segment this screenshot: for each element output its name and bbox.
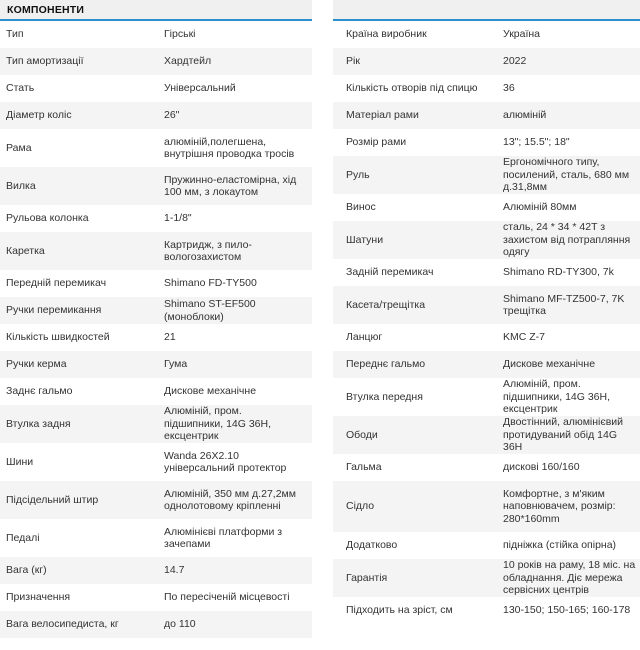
table-row	[0, 75, 312, 102]
table-row	[333, 48, 640, 75]
spec-label: Діаметр коліс	[6, 109, 72, 122]
spec-label: Рама	[6, 141, 32, 154]
table-row	[333, 416, 640, 454]
spec-label: Призначення	[6, 591, 71, 604]
section-title: КОМПОНЕНТИ	[7, 3, 85, 16]
table-row	[333, 532, 640, 559]
spec-value: Shimano MF-TZ500-7, 7K трещітка	[503, 292, 625, 317]
spec-value: Пружинно-еластомірна, хід 100 мм, з локаутом	[164, 173, 297, 198]
table-row	[0, 205, 312, 232]
table-row	[0, 405, 312, 443]
spec-value: Ергономічного типу, посилений, сталь, 680 мм д.31,8мм	[503, 156, 630, 194]
spec-value: 10 років на раму, 18 міс. на обладнання. Діє мережа сервісних центрів	[503, 559, 636, 597]
table-row	[333, 597, 640, 624]
spec-value: Алюміній, 350 мм д.27,2мм однолотовому кріпленні	[164, 487, 296, 512]
spec-label: Втулка задня	[6, 417, 71, 430]
spec-value: Хардтейл	[164, 55, 212, 68]
table-row	[0, 481, 312, 519]
table-row	[0, 297, 312, 324]
spec-label: Ланцюг	[346, 331, 383, 344]
spec-label: Каретка	[6, 244, 45, 257]
table-row	[333, 21, 640, 48]
spec-value: Алюміній, пром. підшипники, 14G 36H, ексцентрик	[503, 378, 611, 416]
table-row	[0, 232, 312, 270]
spec-label: Тип амортизації	[6, 55, 84, 68]
spec-value: сталь, 24 * 34 * 42T з захистом від потрапляння одягу	[503, 221, 631, 259]
spec-value: Дискове механічне	[164, 385, 257, 398]
spec-label: Шатуни	[346, 233, 384, 246]
spec-label: Стать	[6, 82, 35, 95]
table-row	[333, 156, 640, 194]
spec-label: Підсідельний штир	[6, 493, 99, 506]
spec-value: Картридж, з пило-вологозахистом	[164, 238, 252, 263]
spec-label: Касета/трещітка	[346, 298, 426, 311]
spec-value: Україна	[503, 28, 541, 41]
spec-value: По пересіченій місцевості	[164, 591, 290, 604]
table-row	[0, 48, 312, 75]
spec-label: Втулка передня	[346, 390, 423, 403]
spec-value: 36	[503, 82, 515, 95]
table-row	[333, 75, 640, 102]
spec-value: 26"	[164, 109, 180, 122]
spec-label: Рік	[346, 55, 360, 68]
spec-value: Гірські	[164, 28, 196, 41]
spec-label: Ободи	[346, 428, 378, 441]
spec-value: Wanda 26X2.10 універсальний протектор	[164, 449, 287, 474]
table-row	[0, 102, 312, 129]
spec-value: алюміній	[503, 109, 547, 122]
spec-label: Матеріал рами	[346, 109, 419, 122]
left-rows	[0, 21, 312, 638]
spec-label: Вага велосипедиста, кг	[6, 618, 119, 631]
table-row	[333, 378, 640, 416]
spec-value: Shimano ST-EF500 (моноблоки)	[164, 298, 256, 323]
spec-value: Алюмінієві платформи з зачепами	[164, 525, 283, 550]
spec-label: Задній перемикач	[346, 266, 434, 279]
spec-value: 14.7	[164, 564, 185, 577]
spec-value: Алюміній, пром. підшипники, 14G 36H, ексцентрик	[164, 405, 272, 443]
table-row	[0, 21, 312, 48]
spec-label: Країна виробник	[346, 28, 427, 41]
spec-label: Переднє гальмо	[346, 358, 426, 371]
spec-value: 130-150; 150-165; 160-178	[503, 604, 631, 617]
specs-table-left	[0, 0, 312, 638]
spec-label: Ручки керма	[6, 358, 67, 371]
table-row	[333, 351, 640, 378]
section-header-right	[333, 0, 640, 21]
spec-value: Алюміній 80мм	[503, 201, 577, 214]
table-row	[333, 221, 640, 259]
spec-value: Shimano FD-TY500	[164, 277, 257, 290]
spec-label: Рульова колонка	[6, 212, 89, 225]
spec-label: Руль	[346, 168, 370, 181]
spec-label: Кількість швидкостей	[6, 331, 110, 344]
spec-label: Підходить на зріст, см	[346, 604, 453, 617]
section-header	[0, 0, 312, 21]
table-row	[0, 351, 312, 378]
spec-label: Тип	[6, 28, 24, 41]
table-row	[0, 129, 312, 167]
specs-table-right	[333, 0, 640, 624]
spec-value: Комфортне, з м'яким наповнювачем, розмір: 280*160mm	[503, 487, 616, 525]
table-row	[0, 611, 312, 638]
spec-label: Розмір рами	[346, 136, 407, 149]
spec-label: Ручки перемикання	[6, 304, 102, 317]
spec-value: Гума	[164, 358, 188, 371]
table-row	[333, 194, 640, 221]
table-row	[333, 286, 640, 324]
spec-value: 21	[164, 331, 176, 344]
spec-label: Вилка	[6, 179, 36, 192]
spec-value: KMC Z-7	[503, 331, 545, 344]
spec-value: 2022	[503, 55, 527, 68]
spec-value: Універсальний	[164, 82, 236, 95]
spec-value: Дискове механічне	[503, 358, 596, 371]
spec-label: Педалі	[6, 531, 40, 544]
spec-label: Вага (кг)	[6, 564, 47, 577]
table-row	[0, 557, 312, 584]
spec-value: алюміній,полегшена, внутрішня проводка тросів	[164, 135, 295, 160]
table-row	[0, 443, 312, 481]
table-row	[0, 324, 312, 351]
spec-value: дискові 160/160	[503, 461, 580, 474]
spec-value: 13"; 15.5"; 18"	[503, 136, 570, 149]
spec-label: Сідло	[346, 500, 375, 513]
table-row	[333, 559, 640, 597]
table-row	[333, 129, 640, 156]
table-row	[333, 481, 640, 532]
table-row	[0, 584, 312, 611]
table-row	[0, 167, 312, 205]
spec-label: Гальма	[346, 461, 382, 474]
spec-label: Передній перемикач	[6, 277, 107, 290]
table-row	[333, 324, 640, 351]
spec-value: до 110	[164, 618, 196, 631]
spec-value: 1-1/8"	[164, 212, 192, 225]
spec-value: підніжка (стійка опірна)	[503, 539, 617, 552]
table-row	[333, 454, 640, 481]
table-row	[0, 378, 312, 405]
table-row	[333, 102, 640, 129]
spec-label: Заднє гальмо	[6, 385, 73, 398]
spec-label: Шини	[6, 455, 34, 468]
spec-value: Двостінний, алюмінієвий протидуваний обід 14G 36H	[503, 416, 624, 454]
spec-label: Винос	[346, 201, 376, 214]
table-row	[0, 270, 312, 297]
right-rows	[333, 21, 640, 624]
table-row	[333, 259, 640, 286]
spec-label: Кількість отворів під спицю	[346, 82, 478, 95]
spec-value: Shimano RD-TY300, 7k	[503, 266, 614, 279]
spec-label: Гарантія	[346, 571, 388, 584]
table-row	[0, 519, 312, 557]
spec-label: Додатково	[346, 539, 398, 552]
